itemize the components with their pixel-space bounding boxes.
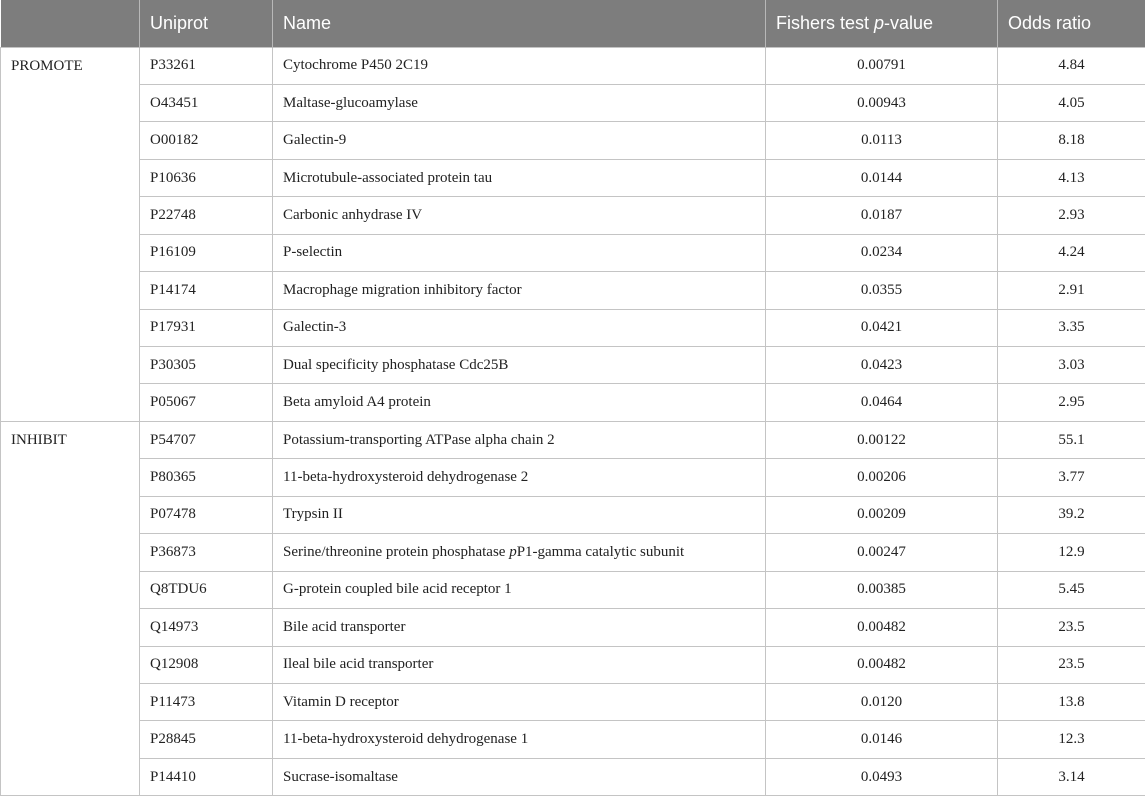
pvalue-cell: 0.00482 xyxy=(766,646,998,683)
header-pvalue-suffix: -value xyxy=(884,12,934,33)
pvalue-cell: 0.0464 xyxy=(766,384,998,421)
name-cell: Macrophage migration inhibitory factor xyxy=(273,272,766,309)
name-cell: Dual specificity phosphatase Cdc25B xyxy=(273,347,766,384)
odds-cell: 4.13 xyxy=(998,159,1145,196)
name-cell: Bile acid transporter xyxy=(273,609,766,646)
name-cell: 11-beta-hydroxysteroid dehydrogenase 2 xyxy=(273,459,766,496)
name-cell: P-selectin xyxy=(273,234,766,271)
name-cell: Sucrase-isomaltase xyxy=(273,758,766,795)
odds-cell: 23.5 xyxy=(998,609,1145,646)
odds-cell: 3.77 xyxy=(998,459,1145,496)
pvalue-cell: 0.00206 xyxy=(766,459,998,496)
table-row xyxy=(1,197,1145,234)
name-cell: Potassium-transporting ATPase alpha chain 2 xyxy=(273,421,766,458)
table-header xyxy=(1,0,1145,47)
odds-cell: 4.24 xyxy=(998,234,1145,271)
uniprot-cell: Q8TDU6 xyxy=(140,571,273,608)
header-pvalue-italic: p xyxy=(874,12,885,33)
header-group xyxy=(1,0,140,47)
pvalue-cell: 0.0234 xyxy=(766,234,998,271)
header-pvalue-prefix: Fishers test xyxy=(776,12,875,33)
name-cell: Galectin-3 xyxy=(273,309,766,346)
uniprot-cell: O43451 xyxy=(140,84,273,121)
pvalue-cell: 0.0421 xyxy=(766,309,998,346)
odds-cell: 12.3 xyxy=(998,721,1145,758)
uniprot-cell: P36873 xyxy=(140,534,273,571)
header-name: Name xyxy=(273,0,766,47)
uniprot-cell: P16109 xyxy=(140,234,273,271)
name-cell: Ileal bile acid transporter xyxy=(273,646,766,683)
uniprot-cell: P80365 xyxy=(140,459,273,496)
uniprot-cell: P28845 xyxy=(140,721,273,758)
pvalue-cell: 0.0493 xyxy=(766,758,998,795)
header-uniprot: Uniprot xyxy=(140,0,273,47)
uniprot-cell: P11473 xyxy=(140,683,273,720)
name-cell: Microtubule-associated protein tau xyxy=(273,159,766,196)
pvalue-cell: 0.0113 xyxy=(766,122,998,159)
table-row xyxy=(1,683,1145,720)
odds-cell: 39.2 xyxy=(998,496,1145,533)
uniprot-cell: P33261 xyxy=(140,47,273,84)
table-row xyxy=(1,122,1145,159)
pvalue-cell: 0.00385 xyxy=(766,571,998,608)
table-row xyxy=(1,496,1145,533)
header-row xyxy=(1,0,1145,47)
odds-cell: 3.03 xyxy=(998,347,1145,384)
odds-cell: 4.05 xyxy=(998,84,1145,121)
odds-cell: 12.9 xyxy=(998,534,1145,571)
table-row xyxy=(1,609,1145,646)
uniprot-cell: P17931 xyxy=(140,309,273,346)
uniprot-cell: O00182 xyxy=(140,122,273,159)
pvalue-cell: 0.00482 xyxy=(766,609,998,646)
table-row xyxy=(1,459,1145,496)
table-row xyxy=(1,234,1145,271)
name-cell: Cytochrome P450 2C19 xyxy=(273,47,766,84)
name-cell: Vitamin D receptor xyxy=(273,683,766,720)
uniprot-cell: P30305 xyxy=(140,347,273,384)
uniprot-cell: P10636 xyxy=(140,159,273,196)
table-row xyxy=(1,347,1145,384)
uniprot-cell: P22748 xyxy=(140,197,273,234)
odds-cell: 23.5 xyxy=(998,646,1145,683)
uniprot-cell: P07478 xyxy=(140,496,273,533)
table-row xyxy=(1,646,1145,683)
name-cell: Trypsin II xyxy=(273,496,766,533)
pvalue-cell: 0.00943 xyxy=(766,84,998,121)
table-row xyxy=(1,272,1145,309)
name-cell: Maltase-glucoamylase xyxy=(273,84,766,121)
table-row xyxy=(1,421,1145,458)
group-label: INHIBIT xyxy=(1,421,140,795)
header-odds: Odds ratio xyxy=(998,0,1145,47)
odds-cell: 13.8 xyxy=(998,683,1145,720)
uniprot-cell: P05067 xyxy=(140,384,273,421)
odds-cell: 55.1 xyxy=(998,421,1145,458)
pvalue-cell: 0.0423 xyxy=(766,347,998,384)
pvalue-cell: 0.00209 xyxy=(766,496,998,533)
table-row xyxy=(1,309,1145,346)
pvalue-cell: 0.00247 xyxy=(766,534,998,571)
table-row xyxy=(1,758,1145,795)
pvalue-cell: 0.0187 xyxy=(766,197,998,234)
pvalue-cell: 0.00791 xyxy=(766,47,998,84)
odds-cell: 4.84 xyxy=(998,47,1145,84)
odds-cell: 2.95 xyxy=(998,384,1145,421)
odds-cell: 2.93 xyxy=(998,197,1145,234)
odds-cell: 5.45 xyxy=(998,571,1145,608)
table-row xyxy=(1,721,1145,758)
uniprot-cell: Q14973 xyxy=(140,609,273,646)
table-row xyxy=(1,384,1145,421)
uniprot-cell: Q12908 xyxy=(140,646,273,683)
odds-cell: 3.35 xyxy=(998,309,1145,346)
odds-cell: 8.18 xyxy=(998,122,1145,159)
name-cell: Serine/threonine protein phosphatase pP1-gamma catalytic subunit xyxy=(273,534,766,571)
group-label: PROMOTE xyxy=(1,47,140,421)
name-cell: Beta amyloid A4 protein xyxy=(273,384,766,421)
table-row xyxy=(1,47,1145,84)
italic-p: p xyxy=(509,543,517,560)
pvalue-cell: 0.0144 xyxy=(766,159,998,196)
table-row xyxy=(1,534,1145,571)
odds-cell: 3.14 xyxy=(998,758,1145,795)
table-body xyxy=(1,47,1145,796)
name-cell: 11-beta-hydroxysteroid dehydrogenase 1 xyxy=(273,721,766,758)
name-cell: G-protein coupled bile acid receptor 1 xyxy=(273,571,766,608)
pvalue-cell: 0.0146 xyxy=(766,721,998,758)
uniprot-cell: P54707 xyxy=(140,421,273,458)
pvalue-cell: 0.0355 xyxy=(766,272,998,309)
uniprot-cell: P14410 xyxy=(140,758,273,795)
table-row xyxy=(1,159,1145,196)
name-cell: Galectin-9 xyxy=(273,122,766,159)
name-cell: Carbonic anhydrase IV xyxy=(273,197,766,234)
uniprot-cell: P14174 xyxy=(140,272,273,309)
table-row xyxy=(1,571,1145,608)
pvalue-cell: 0.00122 xyxy=(766,421,998,458)
table-row xyxy=(1,84,1145,121)
odds-cell: 2.91 xyxy=(998,272,1145,309)
pvalue-cell: 0.0120 xyxy=(766,683,998,720)
header-pvalue xyxy=(766,0,998,47)
